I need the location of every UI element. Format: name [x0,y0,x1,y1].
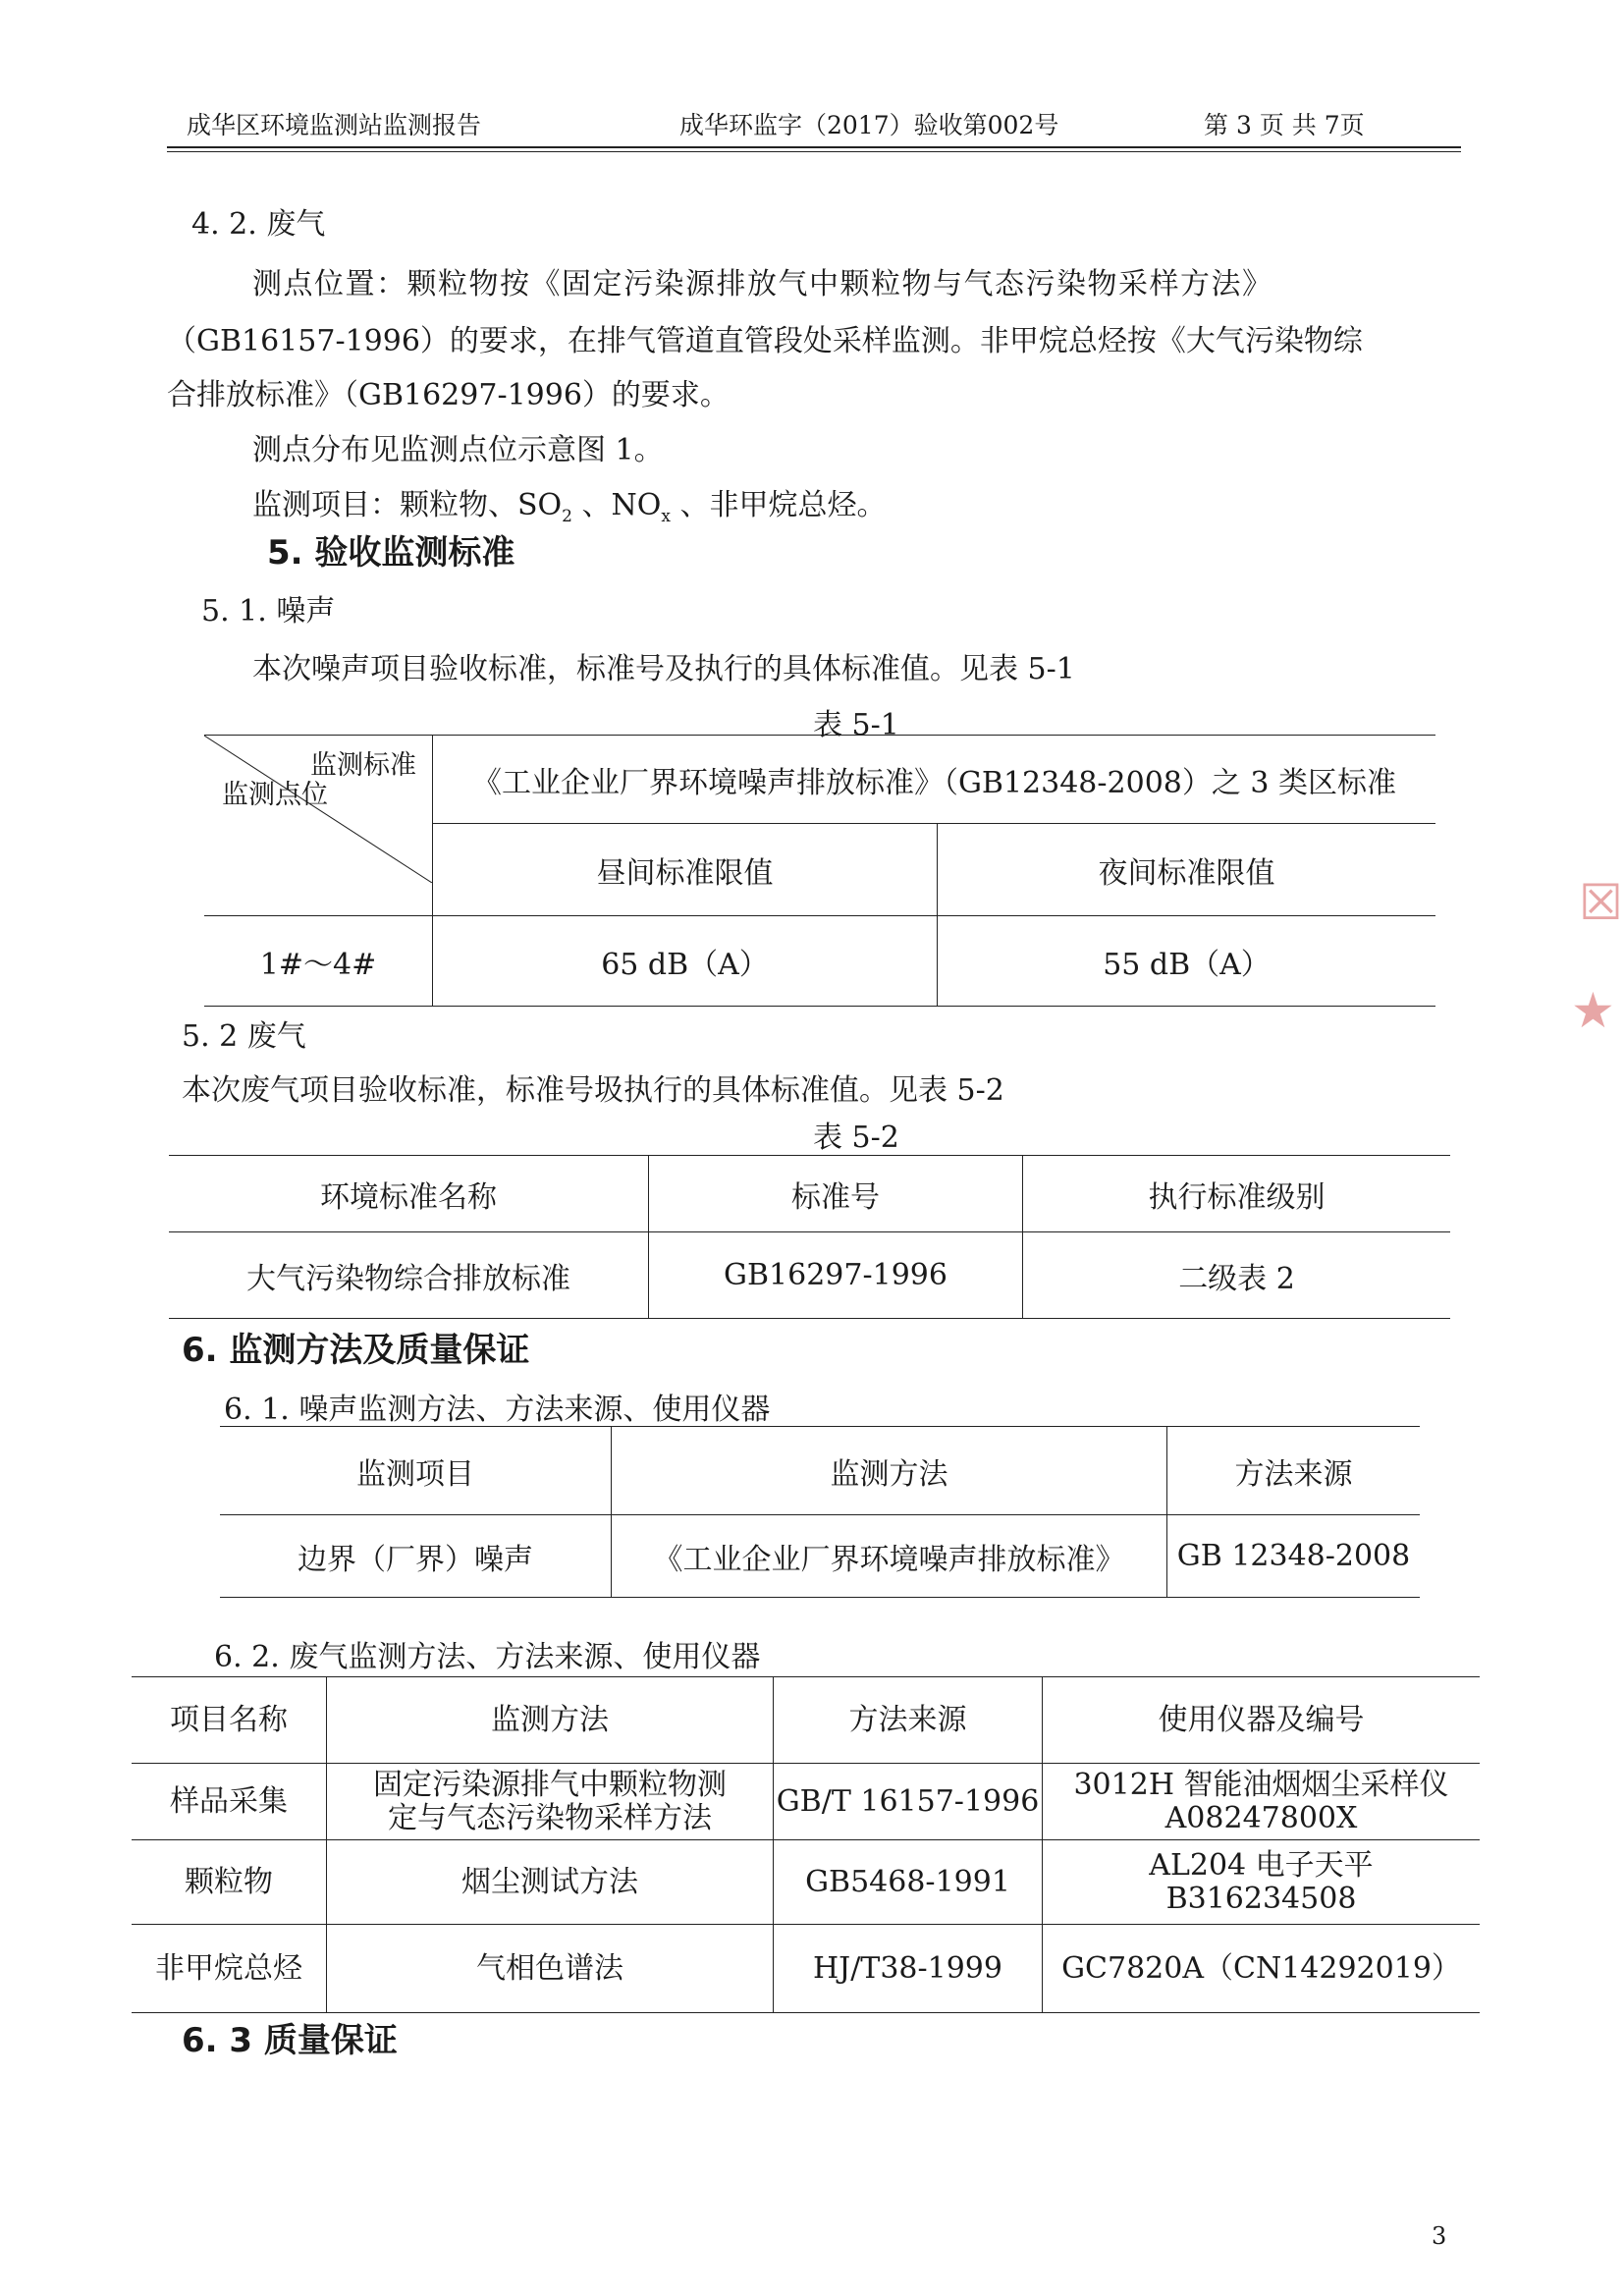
s42-line2: （GB16157-1996）的要求，在排气管道直管段处采样监测。非甲烷总烃按《大气污染物综 [167,324,1363,358]
t1-point: 1#～4# [204,916,433,1007]
t4-r2-instrument: AL204 电子天平 B316234508 [1043,1840,1481,1925]
section-6-1-title: 6. 1. 噪声监测方法、方法来源、使用仪器 [224,1393,771,1427]
section-5-2-title: 5. 2 废气 [182,1019,306,1054]
section-6-3-title: 6. 3 质量保证 [182,2021,398,2060]
t4-r1-instrument: 3012H 智能油烟烟尘采样仪 A08247800X [1043,1764,1481,1840]
t3-item: 边界（厂界）噪声 [220,1515,612,1598]
t1-night-header: 夜间标准限值 [938,824,1436,916]
s52-text: 本次废气项目验收标准，标准号圾执行的具体标准值。见表 5-2 [182,1073,1004,1108]
header-rule-thin [167,151,1461,152]
t2-header-level: 执行标准级别 [1023,1156,1451,1232]
t4-r3-instrument: GC7820A（CN14292019） [1043,1925,1481,2013]
t3-source: GB 12348-2008 [1167,1515,1421,1598]
t1-night-value: 55 dB（A） [938,916,1436,1007]
diag-bottom-label: 监测点位 [222,780,328,810]
table-5-1-caption: 表 5-1 [813,708,899,742]
t4-header-instrument: 使用仪器及编号 [1043,1677,1481,1764]
s42-line4: 测点分布见监测点位示意图 1。 [252,433,664,467]
t4-header-source: 方法来源 [774,1677,1043,1764]
t3-header-item: 监测项目 [220,1427,612,1515]
t2-code: GB16297-1996 [649,1232,1023,1319]
t4-r3-method: 气相色谱法 [327,1925,774,2013]
section-4-2-title: 4. 2. 废气 [191,207,326,242]
t2-level: 二级表 2 [1023,1232,1451,1319]
table-5-2-caption: 表 5-2 [813,1121,899,1155]
t2-header-name: 环境标准名称 [169,1156,649,1232]
t3-method: 《工业企业厂界环境噪声排放标准》 [612,1515,1167,1598]
t1-day-value: 65 dB（A） [433,916,938,1007]
table-row [132,1840,1480,1925]
t1-day-header: 昼间标准限值 [433,824,938,916]
t4-header-method: 监测方法 [327,1677,774,1764]
t2-header-code: 标准号 [649,1156,1023,1232]
t1-standard: 《工业企业厂界环境噪声排放标准》（GB12348-2008）之 3 类区标准 [433,736,1436,824]
table-6-1 [220,1426,1420,1598]
s42-line1: 测点位置：颗粒物按《固定污染源排放气中颗粒物与气态污染物采样方法》 [252,267,1273,301]
s51-text: 本次噪声项目验收标准，标准号及执行的具体标准值。见表 5-1 [252,652,1075,686]
t2-name: 大气污染物综合排放标准 [169,1232,649,1319]
stamp-fragment-icon: ☒ [1579,874,1623,931]
t3-header-method: 监测方法 [612,1427,1167,1515]
section-6-2-title: 6. 2. 废气监测方法、方法来源、使用仪器 [214,1640,761,1674]
t4-r3-name: 非甲烷总烃 [132,1925,327,2013]
table-row [132,1764,1480,1840]
s42-line3: 合排放标准》（GB16297-1996）的要求。 [167,378,730,412]
section-6-title: 6. 监测方法及质量保证 [182,1331,530,1370]
t4-r2-source: GB5468-1991 [774,1840,1043,1925]
t4-r3-source: HJ/T38-1999 [774,1925,1043,2013]
table-row [132,1925,1480,2013]
diag-header-cell [204,736,433,916]
t4-r1-name: 样品采集 [132,1764,327,1840]
t4-r1-source: GB/T 16157-1996 [774,1764,1043,1840]
t4-r2-name: 颗粒物 [132,1840,327,1925]
page-number: 3 [1432,2222,1447,2250]
header-right: 第 3 页 共 7页 [1204,111,1365,139]
t4-r2-method: 烟尘测试方法 [327,1840,774,1925]
t4-header-name: 项目名称 [132,1677,327,1764]
t4-r1-method: 固定污染源排气中颗粒物测 定与气态污染物采样方法 [327,1764,774,1840]
t3-header-source: 方法来源 [1167,1427,1421,1515]
header-center: 成华环监字（2017）验收第002号 [679,111,1059,139]
header-left: 成华区环境监测站监测报告 [187,111,482,139]
header-rule [167,146,1461,148]
stamp-star-icon: ★ [1571,982,1615,1039]
section-5-title: 5. 验收监测标准 [267,533,515,573]
table-6-2 [132,1676,1480,2013]
s42-line5: 监测项目：颗粒物、$SO_2$ 、$NO_x$ 、非甲烷总烃。 [252,488,887,526]
table-5-1 [204,735,1435,1007]
diag-top-label: 监测标准 [310,750,416,781]
section-5-1-title: 5. 1. 噪声 [201,594,336,629]
table-5-2 [169,1155,1450,1319]
